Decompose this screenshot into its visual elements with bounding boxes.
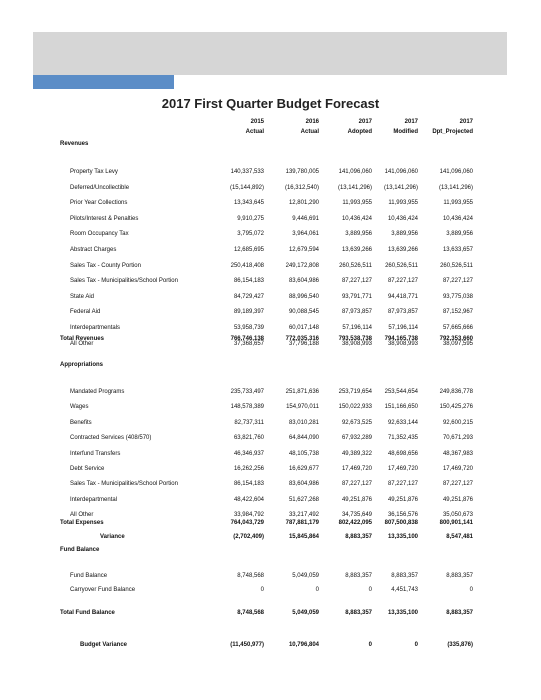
cell-value: 12,685,695 bbox=[233, 247, 264, 253]
cell-value: 60,017,148 bbox=[288, 325, 319, 331]
cell-value: 249,836,778 bbox=[439, 389, 473, 395]
cell-value: 253,544,654 bbox=[384, 389, 418, 395]
cell-value: 49,389,322 bbox=[341, 450, 372, 457]
row-label: Contracted Services (408/570) bbox=[70, 435, 152, 442]
cell-value: (16,312,540) bbox=[284, 184, 319, 191]
cell-value: 12,801,290 bbox=[288, 200, 319, 207]
cell-value: 0 bbox=[469, 587, 473, 593]
cell-value: 35,050,673 bbox=[442, 512, 473, 519]
row-label: Pilots/Interest & Penalties bbox=[70, 215, 139, 222]
cell-value: 13,633,657 bbox=[442, 247, 473, 253]
cell-value: 794,165,738 bbox=[384, 336, 418, 342]
cell-value: 13,335,100 bbox=[387, 610, 418, 616]
cell-value: 10,436,424 bbox=[341, 215, 372, 222]
cell-value: 84,729,427 bbox=[233, 293, 264, 300]
cell-value: 141,096,060 bbox=[338, 169, 372, 175]
cell-value: 3,889,956 bbox=[391, 231, 418, 238]
cell-value: 800,901,141 bbox=[439, 520, 473, 526]
cell-value: 260,526,511 bbox=[385, 262, 418, 269]
header-accent-bar bbox=[33, 75, 174, 89]
cell-value: (13,141,296) bbox=[383, 184, 418, 191]
cell-value: 0 bbox=[414, 642, 418, 648]
cell-value: 150,425,276 bbox=[439, 404, 473, 411]
cell-value: 70,671,293 bbox=[442, 435, 473, 442]
table-row bbox=[0, 214, 541, 224]
table-row bbox=[0, 433, 541, 443]
row-label: Interdepartmental bbox=[70, 496, 118, 503]
cell-value: 93,791,771 bbox=[341, 293, 372, 300]
cell-value: 57,196,114 bbox=[388, 325, 418, 331]
cell-value: 10,436,424 bbox=[442, 215, 473, 222]
cell-value: 250,418,408 bbox=[230, 262, 264, 269]
section-heading: Appropriations bbox=[60, 362, 103, 368]
column-header bbox=[204, 117, 264, 137]
table-row bbox=[0, 245, 541, 255]
row-label: Interfund Transfers bbox=[70, 450, 121, 457]
cell-value: 260,526,511 bbox=[440, 262, 473, 269]
cell-value: 13,335,100 bbox=[387, 534, 418, 540]
cell-value: 92,600,215 bbox=[442, 419, 473, 426]
cell-value: 71,352,435 bbox=[387, 435, 418, 442]
cell-value: 8,748,568 bbox=[237, 610, 264, 616]
column-label: Adopted bbox=[347, 129, 372, 135]
cell-value: 11,993,955 bbox=[443, 200, 473, 207]
row-label: Room Occupancy Tax bbox=[70, 231, 129, 238]
cell-value: 37,796,188 bbox=[288, 340, 319, 347]
cell-value: 49,251,876 bbox=[442, 496, 473, 503]
cell-value: 16,262,256 bbox=[233, 466, 264, 472]
cell-value: 807,500,838 bbox=[384, 520, 418, 526]
cell-value: 13,639,266 bbox=[387, 247, 418, 253]
cell-value: 249,172,808 bbox=[285, 262, 319, 269]
cell-value: 251,871,636 bbox=[285, 389, 319, 395]
cell-value: 83,604,986 bbox=[288, 481, 319, 488]
cell-value: 772,035,316 bbox=[285, 336, 319, 342]
row-label: Prior Year Collections bbox=[70, 200, 128, 207]
section-heading: Fund Balance bbox=[60, 547, 100, 553]
table-row bbox=[0, 464, 541, 474]
cell-value: 4,451,743 bbox=[391, 587, 418, 593]
cell-value: 8,883,357 bbox=[345, 534, 372, 540]
column-header bbox=[413, 117, 473, 137]
cell-value: 87,227,127 bbox=[442, 481, 473, 488]
cell-value: (13,141,296) bbox=[337, 184, 372, 191]
cell-value: 792,353,660 bbox=[439, 336, 473, 342]
cell-value: 87,227,127 bbox=[387, 278, 418, 285]
total-fund-balance-row bbox=[0, 608, 541, 618]
table-row bbox=[0, 479, 541, 489]
cell-value: 67,932,289 bbox=[341, 435, 372, 442]
cell-value: 87,227,127 bbox=[387, 481, 418, 488]
row-label: Wages bbox=[70, 404, 89, 411]
cell-value: (11,450,977) bbox=[230, 642, 264, 648]
cell-value: 15,845,864 bbox=[288, 534, 319, 540]
cell-value: 0 bbox=[368, 587, 372, 593]
cell-value: 766,746,138 bbox=[230, 336, 264, 342]
cell-value: 3,964,061 bbox=[292, 231, 319, 238]
column-header bbox=[358, 117, 418, 137]
cell-value: 8,883,357 bbox=[345, 610, 372, 616]
cell-value: (335,876) bbox=[447, 642, 473, 648]
table-row bbox=[0, 229, 541, 239]
cell-value: 64,844,090 bbox=[288, 435, 319, 442]
table-row bbox=[0, 307, 541, 317]
cell-value: 87,227,127 bbox=[341, 481, 372, 488]
row-label: Debt Service bbox=[70, 466, 105, 472]
table-row bbox=[0, 402, 541, 412]
cell-value: 49,251,876 bbox=[387, 496, 418, 503]
cell-value: 87,973,857 bbox=[387, 309, 418, 316]
cell-value: 92,673,525 bbox=[341, 419, 372, 426]
cell-value: 87,152,967 bbox=[442, 309, 473, 316]
cell-value: 8,883,357 bbox=[446, 610, 473, 616]
cell-value: 141,096,060 bbox=[384, 169, 418, 175]
cell-value: 38,097,595 bbox=[442, 340, 473, 347]
cell-value: 16,629,677 bbox=[288, 466, 319, 472]
cell-value: 93,775,038 bbox=[442, 293, 473, 300]
row-label: Fund Balance bbox=[70, 573, 108, 579]
cell-value: 0 bbox=[315, 587, 319, 593]
cell-value: 260,526,511 bbox=[339, 262, 372, 269]
cell-value: 0 bbox=[368, 642, 372, 648]
column-label: Actual bbox=[300, 129, 319, 135]
column-label: Actual bbox=[245, 129, 264, 135]
cell-value: 802,422,095 bbox=[338, 520, 372, 526]
row-label: Interdepartmentals bbox=[70, 325, 121, 331]
table-row bbox=[0, 449, 541, 459]
table-row bbox=[0, 418, 541, 428]
table-row bbox=[0, 183, 541, 193]
row-label: Sales Tax - County Portion bbox=[70, 262, 141, 269]
table-row bbox=[0, 167, 541, 177]
row-label: Mandated Programs bbox=[70, 389, 125, 395]
cell-value: 51,627,268 bbox=[288, 496, 319, 503]
row-label: Sales Tax - Municipalities/School Portion bbox=[70, 278, 178, 285]
cell-value: 12,679,594 bbox=[288, 247, 319, 253]
cell-value: 150,022,933 bbox=[338, 404, 372, 411]
column-year: 2015 bbox=[250, 119, 264, 125]
row-label: Sales Tax - Municipalities/School Portion bbox=[70, 481, 178, 488]
cell-value: 86,154,183 bbox=[233, 278, 264, 285]
cell-value: 48,698,656 bbox=[387, 450, 418, 457]
row-label: Abstract Charges bbox=[70, 247, 117, 253]
cell-value: 9,446,691 bbox=[292, 215, 319, 222]
cell-value: 13,639,266 bbox=[341, 247, 372, 253]
cell-value: 8,883,357 bbox=[345, 573, 372, 579]
table-row bbox=[0, 571, 541, 581]
row-label: All Other bbox=[70, 340, 94, 347]
cell-value: 33,984,792 bbox=[233, 512, 264, 519]
cell-value: 253,719,654 bbox=[338, 389, 372, 395]
cell-value: 148,578,389 bbox=[230, 404, 264, 411]
cell-value: (13,141,296) bbox=[438, 184, 473, 191]
table-row bbox=[0, 585, 541, 595]
table-row bbox=[0, 198, 541, 208]
cell-value: 8,883,357 bbox=[446, 573, 473, 579]
cell-value: 8,748,568 bbox=[237, 573, 264, 579]
table-row bbox=[0, 323, 541, 333]
cell-value: 49,251,876 bbox=[341, 496, 372, 503]
cell-value: 3,889,956 bbox=[446, 231, 473, 238]
row-label: Total Revenues bbox=[60, 336, 104, 342]
cell-value: 33,217,492 bbox=[288, 512, 319, 519]
cell-value: 38,908,993 bbox=[387, 340, 418, 347]
column-year: 2016 bbox=[305, 119, 319, 125]
column-header bbox=[259, 117, 319, 137]
column-label: Dpt_Projected bbox=[432, 129, 473, 135]
cell-value: 46,346,937 bbox=[233, 450, 264, 457]
header-banner bbox=[33, 32, 507, 75]
total-revenues-row bbox=[0, 334, 541, 344]
row-label: Total Fund Balance bbox=[60, 610, 115, 616]
row-label: Total Expenses bbox=[60, 520, 104, 526]
column-year: 2017 bbox=[358, 119, 372, 125]
row-label: Benefits bbox=[70, 419, 92, 426]
cell-value: 57,196,114 bbox=[342, 325, 372, 331]
cell-value: 87,973,857 bbox=[341, 309, 372, 316]
column-year: 2017 bbox=[404, 119, 418, 125]
cell-value: 140,337,533 bbox=[230, 169, 264, 175]
cell-value: 235,733,497 bbox=[230, 389, 264, 395]
section-heading: Revenues bbox=[60, 141, 89, 147]
cell-value: 57,665,666 bbox=[442, 325, 473, 331]
cell-value: 89,189,397 bbox=[233, 309, 264, 316]
column-label: Modified bbox=[393, 129, 418, 135]
variance-row bbox=[0, 532, 541, 542]
cell-value: 82,737,311 bbox=[234, 419, 264, 426]
cell-value: 11,993,955 bbox=[342, 200, 372, 207]
cell-value: 88,996,540 bbox=[288, 293, 319, 300]
cell-value: 53,958,739 bbox=[233, 325, 264, 331]
row-label: Budget Variance bbox=[80, 642, 128, 648]
cell-value: (15,144,892) bbox=[229, 184, 264, 191]
cell-value: 83,010,281 bbox=[288, 419, 319, 426]
cell-value: 48,105,738 bbox=[288, 450, 319, 457]
cell-value: 139,780,005 bbox=[285, 169, 319, 175]
cell-value: 8,883,357 bbox=[391, 573, 418, 579]
cell-value: 11,993,955 bbox=[388, 200, 418, 207]
cell-value: 87,227,127 bbox=[341, 278, 372, 285]
table-row bbox=[0, 292, 541, 302]
cell-value: 3,889,956 bbox=[345, 231, 372, 238]
table-row bbox=[0, 495, 541, 505]
row-label: Federal Aid bbox=[70, 309, 101, 316]
table-row bbox=[0, 387, 541, 397]
cell-value: 87,227,127 bbox=[442, 278, 473, 285]
cell-value: 48,422,604 bbox=[233, 496, 264, 503]
cell-value: 154,970,011 bbox=[286, 404, 319, 411]
cell-value: 793,538,738 bbox=[338, 336, 372, 342]
cell-value: 764,043,729 bbox=[230, 520, 264, 526]
table-row bbox=[0, 261, 541, 271]
cell-value: 34,735,649 bbox=[341, 512, 372, 519]
cell-value: 83,604,986 bbox=[288, 278, 319, 285]
cell-value: 10,796,804 bbox=[288, 642, 319, 648]
cell-value: 141,096,060 bbox=[439, 169, 473, 175]
cell-value: 9,910,275 bbox=[237, 215, 264, 222]
cell-value: 5,049,059 bbox=[292, 573, 319, 579]
cell-value: 17,469,720 bbox=[442, 466, 473, 472]
row-label: Variance bbox=[100, 534, 125, 540]
cell-value: 38,908,993 bbox=[341, 340, 372, 347]
cell-value: (2,702,409) bbox=[233, 534, 264, 540]
cell-value: 92,633,144 bbox=[387, 419, 418, 426]
cell-value: 13,343,645 bbox=[233, 200, 264, 207]
cell-value: 8,547,481 bbox=[446, 534, 473, 540]
cell-value: 94,418,771 bbox=[387, 293, 418, 300]
row-label: All Other bbox=[70, 512, 94, 519]
cell-value: 151,166,650 bbox=[384, 404, 418, 411]
table-row bbox=[0, 276, 541, 286]
column-year: 2017 bbox=[459, 119, 473, 125]
row-label: Property Tax Levy bbox=[70, 169, 118, 175]
total-expenses-row bbox=[0, 518, 541, 528]
page-title: 2017 First Quarter Budget Forecast bbox=[161, 96, 380, 111]
row-label: Carryover Fund Balance bbox=[70, 587, 136, 593]
cell-value: 17,469,720 bbox=[341, 466, 372, 472]
row-label: State Aid bbox=[70, 293, 95, 300]
cell-value: 10,436,424 bbox=[387, 215, 418, 222]
cell-value: 36,156,576 bbox=[387, 512, 418, 519]
cell-value: 5,049,059 bbox=[292, 610, 319, 616]
cell-value: 0 bbox=[260, 587, 264, 593]
cell-value: 3,795,072 bbox=[237, 231, 264, 238]
cell-value: 86,154,183 bbox=[233, 481, 264, 488]
budget-variance-row bbox=[0, 640, 541, 650]
cell-value: 90,088,545 bbox=[288, 309, 319, 316]
cell-value: 787,881,179 bbox=[285, 520, 319, 526]
row-label: Deferred/Uncollectible bbox=[70, 184, 130, 191]
cell-value: 37,368,657 bbox=[233, 340, 264, 347]
cell-value: 48,367,983 bbox=[442, 450, 473, 457]
cell-value: 17,469,720 bbox=[387, 466, 418, 472]
cell-value: 63,821,760 bbox=[233, 435, 264, 442]
